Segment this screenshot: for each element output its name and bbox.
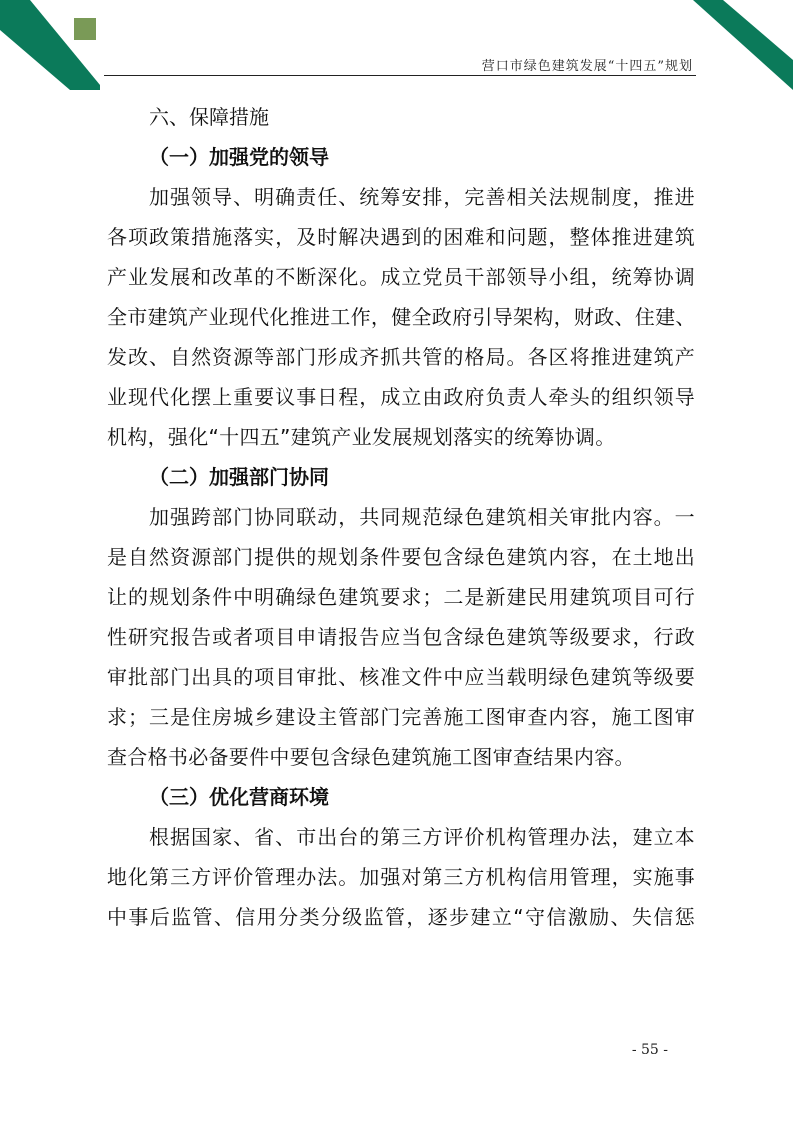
subsection-heading: （一）加强党的领导 [149, 145, 329, 169]
corner-decoration-left [0, 0, 100, 90]
paragraph-line: 根据国家、省、市出台的第三方评价机构管理办法，建立本 [149, 825, 695, 849]
page-number: - 55 - [631, 1042, 668, 1058]
paragraph-line: 加强跨部门协同联动，共同规范绿色建筑相关审批内容。一 [149, 505, 695, 529]
paragraph-line: 发改、自然资源等部门形成齐抓共管的格局。各区将推进建筑产 [107, 345, 695, 369]
corner-decoration-right [693, 0, 793, 90]
paragraph-line: 地化第三方评价管理办法。加强对第三方机构信用管理，实施事 [107, 865, 695, 889]
header-divider [104, 75, 696, 76]
document-body [107, 97, 695, 937]
section-title: 六、保障措施 [149, 105, 269, 129]
paragraph-line: 是自然资源部门提供的规划条件要包含绿色建筑内容，在土地出 [107, 545, 695, 569]
paragraph-line: 审批部门出具的项目审批、核准文件中应当载明绿色建筑等级要 [107, 665, 695, 689]
subsection-heading: （二）加强部门协同 [149, 465, 329, 489]
running-header-title: 营口市绿色建筑发展“十四五”规划 [481, 59, 693, 74]
paragraph-line: 全市建筑产业现代化推进工作，健全政府引导架构，财政、住建、 [107, 305, 696, 329]
green-square-ornament [74, 18, 96, 40]
paragraph-line: 加强领导、明确责任、统筹安排，完善相关法规制度，推进 [149, 185, 695, 209]
paragraph-line: 查合格书必备要件中要包含绿色建筑施工图审查结果内容。 [107, 745, 635, 769]
paragraph-line: 各项政策措施落实，及时解决遇到的困难和问题，整体推进建筑 [107, 225, 695, 249]
paragraph-line: 业现代化摆上重要议事日程，成立由政府负责人牵头的组织领导 [107, 385, 695, 409]
paragraph-line: 机构，强化“十四五”建筑产业发展规划落实的统筹协调。 [107, 425, 616, 449]
subsection-heading: （三）优化营商环境 [149, 785, 329, 809]
paragraph-line: 求；三是住房城乡建设主管部门完善施工图审查内容，施工图审 [107, 705, 695, 729]
paragraph-line: 产业发展和改革的不断深化。成立党员干部领导小组，统筹协调 [107, 265, 695, 289]
paragraph-line: 中事后监管、信用分类分级监管，逐步建立“守信激励、失信惩 [107, 905, 695, 929]
paragraph-line: 让的规划条件中明确绿色建筑要求；二是新建民用建筑项目可行 [107, 585, 695, 609]
paragraph-line: 性研究报告或者项目申请报告应当包含绿色建筑等级要求，行政 [107, 625, 695, 649]
